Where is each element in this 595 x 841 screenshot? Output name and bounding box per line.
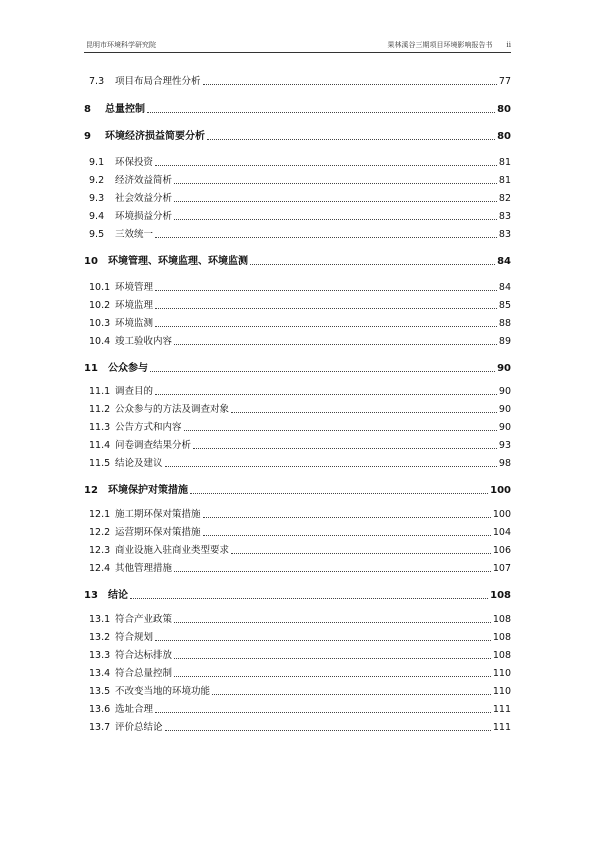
- toc-entry[interactable]: [84, 298, 511, 312]
- toc-leader: [203, 517, 491, 518]
- toc-page: 98: [498, 458, 511, 469]
- toc-leader: [231, 553, 491, 554]
- toc-page: 108: [490, 590, 511, 601]
- header-institution: 昆明市环境科学研究院: [86, 41, 156, 49]
- toc-entry[interactable]: [84, 684, 511, 698]
- toc-title: 符合产业政策: [115, 614, 173, 625]
- toc-leader: [203, 535, 491, 536]
- toc-title: 符合达标排放: [115, 650, 173, 661]
- toc-entry[interactable]: [84, 74, 511, 88]
- toc-entry[interactable]: [84, 648, 511, 662]
- toc-page: 90: [498, 422, 511, 433]
- toc-entry[interactable]: [84, 173, 511, 187]
- toc-page: 84: [498, 282, 511, 293]
- toc-title: 环境损益分析: [115, 211, 173, 222]
- toc-number: 10: [84, 256, 98, 267]
- toc-title: 商业设施入驻商业类型要求: [115, 545, 230, 556]
- toc-title: 其他管理措施: [115, 563, 173, 574]
- toc-page: 93: [498, 440, 511, 451]
- toc-title: 环境监测: [115, 318, 154, 329]
- toc-number: 9.5: [89, 229, 105, 240]
- toc-page: 104: [492, 527, 511, 538]
- toc-page: 82: [498, 193, 511, 204]
- toc-number: 13.5: [89, 686, 111, 697]
- toc-leader: [174, 658, 491, 659]
- toc-leader: [150, 371, 495, 372]
- toc-number: 9.4: [89, 211, 105, 222]
- toc-page: 111: [492, 704, 511, 715]
- toc-title: 环境保护对策措施: [108, 485, 188, 496]
- toc-leader: [155, 394, 497, 395]
- toc-page: 88: [498, 318, 511, 329]
- toc-entry[interactable]: [84, 155, 511, 169]
- toc-page: 108: [492, 632, 511, 643]
- toc-number: 13.1: [89, 614, 111, 625]
- toc-entry[interactable]: [84, 334, 511, 348]
- toc-title: 评价总结论: [115, 722, 163, 733]
- toc-page: 84: [497, 256, 511, 267]
- toc-number: 11.2: [89, 404, 111, 415]
- toc-leader: [130, 598, 488, 599]
- toc-leader: [184, 430, 497, 431]
- toc-entry[interactable]: [84, 384, 511, 398]
- toc-leader: [250, 264, 495, 265]
- toc-page: 107: [492, 563, 511, 574]
- toc-page: 110: [492, 668, 511, 679]
- toc-title: 环保投资: [115, 157, 154, 168]
- toc-title: 问卷调查结果分析: [115, 440, 192, 451]
- toc-leader: [203, 84, 497, 85]
- header-report-title-group: [388, 40, 511, 50]
- toc-leader: [155, 326, 497, 327]
- toc-leader: [174, 676, 491, 677]
- toc-title: 选址合理: [115, 704, 154, 715]
- toc-title: 环境管理: [115, 282, 154, 293]
- toc-entry[interactable]: [84, 227, 511, 241]
- toc-leader: [147, 112, 495, 113]
- toc-page: 81: [498, 157, 511, 168]
- header-page-number: ii: [506, 41, 511, 49]
- toc-leader: [155, 165, 497, 166]
- toc-leader: [155, 237, 497, 238]
- toc-page: 83: [498, 229, 511, 240]
- toc-entry[interactable]: [84, 456, 511, 470]
- toc-page: 85: [498, 300, 511, 311]
- toc-entry[interactable]: [84, 525, 511, 539]
- toc-number: 10.4: [89, 336, 111, 347]
- toc-leader: [174, 219, 497, 220]
- toc-page: 100: [492, 509, 511, 520]
- toc-entry[interactable]: [84, 438, 511, 452]
- toc-leader: [155, 640, 491, 641]
- toc-number: 13.7: [89, 722, 111, 733]
- toc-number: 9: [84, 131, 91, 142]
- toc-page: 108: [492, 650, 511, 661]
- toc-chapter[interactable]: [84, 588, 511, 602]
- toc-number: 9.2: [89, 175, 105, 186]
- toc-leader: [165, 466, 497, 467]
- toc-number: 11: [84, 363, 98, 374]
- toc-page: 83: [498, 211, 511, 222]
- toc-number: 8: [84, 104, 91, 115]
- toc-title: 公众参与的方法及调查对象: [115, 404, 230, 415]
- toc-title: 公众参与: [108, 363, 148, 374]
- toc-leader: [174, 183, 497, 184]
- toc-leader: [212, 694, 491, 695]
- toc-number: 10.2: [89, 300, 111, 311]
- toc-leader: [231, 412, 497, 413]
- toc-title: 符合规划: [115, 632, 154, 643]
- toc-number: 12.1: [89, 509, 111, 520]
- toc-leader: [174, 201, 497, 202]
- toc-title: 施工期环保对策措施: [115, 509, 201, 520]
- toc-number: 12.3: [89, 545, 111, 556]
- toc-page: 108: [492, 614, 511, 625]
- toc-title: 不改变当地的环境功能: [115, 686, 211, 697]
- toc-page: 90: [497, 363, 511, 374]
- toc-number: 13.4: [89, 668, 111, 679]
- toc-chapter[interactable]: [84, 129, 511, 143]
- toc-number: 13.6: [89, 704, 111, 715]
- toc-leader: [165, 730, 491, 731]
- toc-title: 经济效益简析: [115, 175, 173, 186]
- toc-chapter[interactable]: [84, 483, 511, 497]
- toc-page: 110: [492, 686, 511, 697]
- toc-number: 12.4: [89, 563, 111, 574]
- toc-leader: [155, 712, 491, 713]
- page-header: [84, 36, 511, 53]
- toc-title: 公告方式和内容: [115, 422, 182, 433]
- toc-leader: [207, 139, 495, 140]
- toc-page: 90: [498, 404, 511, 415]
- toc-entry[interactable]: [84, 280, 511, 294]
- toc-page: 77: [498, 76, 511, 87]
- toc-entry[interactable]: [84, 630, 511, 644]
- toc-title: 运营期环保对策措施: [115, 527, 201, 538]
- toc-number: 11.1: [89, 386, 111, 397]
- toc-leader: [174, 622, 491, 623]
- toc-number: 10.3: [89, 318, 111, 329]
- toc-entry[interactable]: [84, 402, 511, 416]
- toc-page: 90: [498, 386, 511, 397]
- toc-number: 7.3: [89, 76, 105, 87]
- toc-title: 竣工验收内容: [115, 336, 173, 347]
- header-report-title: 果林溪谷三期项目环境影响报告书: [387, 41, 493, 49]
- toc-number: 11.3: [89, 422, 111, 433]
- toc-entry[interactable]: [84, 420, 511, 434]
- toc-page: 111: [492, 722, 511, 733]
- toc-leader: [155, 290, 497, 291]
- toc-chapter[interactable]: [84, 102, 511, 116]
- toc-page: 89: [498, 336, 511, 347]
- toc-leader: [190, 493, 488, 494]
- toc-title: 环境经济损益简要分析: [105, 131, 205, 142]
- toc-number: 12: [84, 485, 98, 496]
- toc-leader: [174, 344, 497, 345]
- toc-title: 社会效益分析: [115, 193, 173, 204]
- toc-entry[interactable]: [84, 702, 511, 716]
- toc-title: 环境监理: [115, 300, 154, 311]
- toc-number: 11.5: [89, 458, 111, 469]
- toc-entry[interactable]: [84, 191, 511, 205]
- toc-page: 81: [498, 175, 511, 186]
- toc-title: 符合总量控制: [115, 668, 173, 679]
- toc-leader: [174, 571, 491, 572]
- toc-title: 三效统一: [115, 229, 154, 240]
- toc-entry[interactable]: [84, 720, 511, 734]
- toc-number: 12.2: [89, 527, 111, 538]
- toc-chapter[interactable]: [84, 361, 511, 375]
- toc-leader: [193, 448, 497, 449]
- toc-page: 80: [497, 104, 511, 115]
- toc-title: 环境管理、环境监理、环境监测: [108, 256, 248, 267]
- toc-number: 9.3: [89, 193, 105, 204]
- toc-entry[interactable]: [84, 543, 511, 557]
- toc-title: 结论: [108, 590, 128, 601]
- toc-title: 项目布局合理性分析: [115, 76, 201, 87]
- toc-leader: [155, 308, 497, 309]
- toc-chapter[interactable]: [84, 254, 511, 268]
- toc-number: 13: [84, 590, 98, 601]
- toc-number: 10.1: [89, 282, 111, 293]
- toc-title: 结论及建议: [115, 458, 163, 469]
- toc-number: 11.4: [89, 440, 111, 451]
- toc-number: 13.3: [89, 650, 111, 661]
- toc-entry[interactable]: [84, 666, 511, 680]
- toc-entry[interactable]: [84, 561, 511, 575]
- toc-page: 100: [490, 485, 511, 496]
- toc-title: 总量控制: [105, 104, 145, 115]
- toc-number: 13.2: [89, 632, 111, 643]
- toc-entry[interactable]: [84, 209, 511, 223]
- toc-entry[interactable]: [84, 507, 511, 521]
- toc-number: 9.1: [89, 157, 105, 168]
- toc-page: 106: [492, 545, 511, 556]
- toc-page: 80: [497, 131, 511, 142]
- toc-entry[interactable]: [84, 612, 511, 626]
- toc-entry[interactable]: [84, 316, 511, 330]
- toc-title: 调查目的: [115, 386, 154, 397]
